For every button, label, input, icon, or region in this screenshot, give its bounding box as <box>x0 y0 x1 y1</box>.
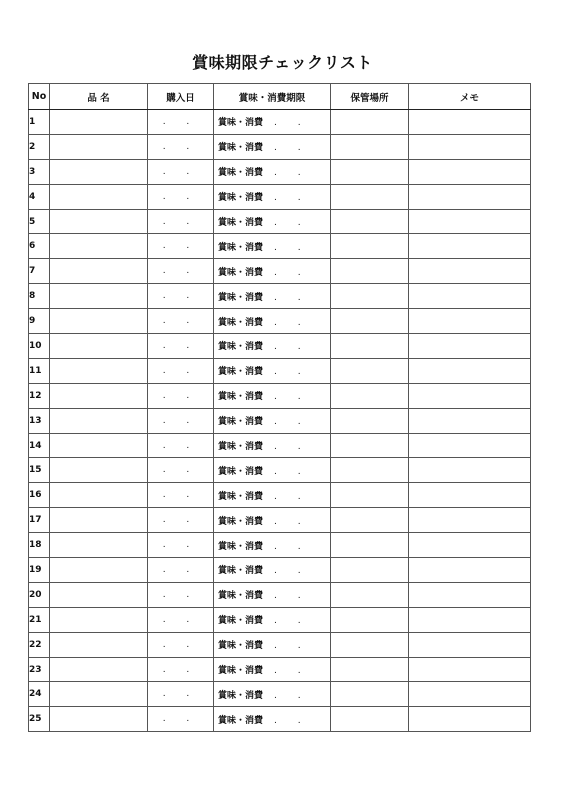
item-name-cell[interactable] <box>50 408 148 433</box>
purchase-date-cell[interactable]: . . <box>148 483 214 508</box>
item-name-cell[interactable] <box>50 284 148 309</box>
expiry-cell[interactable] <box>214 657 331 682</box>
storage-cell[interactable] <box>331 334 409 359</box>
expiry-cell[interactable] <box>214 209 331 234</box>
purchase-date-cell[interactable]: . . <box>148 682 214 707</box>
item-name-cell[interactable] <box>50 110 148 135</box>
item-name-cell[interactable] <box>50 334 148 359</box>
memo-cell[interactable] <box>409 184 531 209</box>
row-number: 18 <box>29 533 50 558</box>
table-row <box>29 159 531 184</box>
storage-cell[interactable] <box>331 408 409 433</box>
purchase-date-cell[interactable]: . . <box>148 508 214 533</box>
expiry-type-label: 賞味・消費 <box>218 591 264 602</box>
expiry-cell[interactable] <box>214 184 331 209</box>
expiry-cell[interactable] <box>214 110 331 135</box>
expiry-date-placeholder: . . <box>274 342 310 353</box>
purchase-date-cell[interactable]: . . <box>148 632 214 657</box>
table-row <box>29 582 531 607</box>
expiry-date-placeholder: . . <box>274 566 310 577</box>
expiry-type-label: 賞味・消費 <box>218 616 264 627</box>
expiry-type-label: 賞味・消費 <box>218 541 264 552</box>
table-row <box>29 209 531 234</box>
purchase-date-cell[interactable]: . . <box>148 334 214 359</box>
expiry-date-placeholder: . . <box>274 715 310 726</box>
memo-cell[interactable] <box>409 209 531 234</box>
expiry-cell[interactable] <box>214 607 331 632</box>
item-name-cell[interactable] <box>50 184 148 209</box>
expiry-type-label: 賞味・消費 <box>218 317 264 328</box>
table-row <box>29 533 531 558</box>
row-number: 15 <box>29 458 50 483</box>
expiry-date-placeholder: . . <box>274 292 310 303</box>
expiry-cell[interactable] <box>214 483 331 508</box>
storage-cell[interactable] <box>331 309 409 334</box>
storage-cell[interactable] <box>331 284 409 309</box>
column-header-no: No <box>29 84 50 110</box>
purchase-date-cell[interactable]: . . <box>148 383 214 408</box>
item-name-cell[interactable] <box>50 433 148 458</box>
expiry-date-placeholder: . . <box>274 267 310 278</box>
row-number: 16 <box>29 483 50 508</box>
table-row <box>29 558 531 583</box>
purchase-date-cell[interactable]: . . <box>148 209 214 234</box>
storage-cell[interactable] <box>331 433 409 458</box>
row-number: 25 <box>29 707 50 732</box>
table-row <box>29 383 531 408</box>
item-name-cell[interactable] <box>50 458 148 483</box>
expiry-cell[interactable] <box>214 433 331 458</box>
expiry-cell[interactable] <box>214 558 331 583</box>
expiry-type-label: 賞味・消費 <box>218 466 264 477</box>
memo-cell[interactable] <box>409 433 531 458</box>
row-number: 5 <box>29 209 50 234</box>
memo-cell[interactable] <box>409 234 531 259</box>
row-number: 10 <box>29 334 50 359</box>
expiry-date-placeholder: . . <box>274 193 310 204</box>
table-row <box>29 284 531 309</box>
memo-cell[interactable] <box>409 110 531 135</box>
page-title: 賞味期限チェックリスト <box>192 53 373 72</box>
expiry-cell[interactable] <box>214 259 331 284</box>
purchase-date-cell[interactable]: . . <box>148 309 214 334</box>
expiry-cell[interactable] <box>214 533 331 558</box>
memo-cell[interactable] <box>409 607 531 632</box>
table-row <box>29 458 531 483</box>
storage-cell[interactable] <box>331 383 409 408</box>
purchase-date-cell[interactable]: . . <box>148 533 214 558</box>
expiry-cell[interactable] <box>214 309 331 334</box>
expiry-date-placeholder: . . <box>274 516 310 527</box>
storage-cell[interactable] <box>331 134 409 159</box>
table-row <box>29 657 531 682</box>
expiry-type-label: 賞味・消費 <box>218 715 264 726</box>
item-name-cell[interactable] <box>50 134 148 159</box>
item-name-cell[interactable] <box>50 582 148 607</box>
storage-cell[interactable] <box>331 458 409 483</box>
storage-cell[interactable] <box>331 558 409 583</box>
row-number: 8 <box>29 284 50 309</box>
expiry-date-placeholder: . . <box>274 367 310 378</box>
expiry-cell[interactable] <box>214 408 331 433</box>
row-number: 14 <box>29 433 50 458</box>
column-header-expiry: 賞味・消費期限 <box>214 84 331 110</box>
expiry-date-placeholder: . . <box>274 218 310 228</box>
memo-cell[interactable] <box>409 334 531 359</box>
memo-cell[interactable] <box>409 533 531 558</box>
item-name-cell[interactable] <box>50 558 148 583</box>
expiry-cell[interactable] <box>214 358 331 383</box>
row-number: 3 <box>29 159 50 184</box>
row-number: 22 <box>29 632 50 657</box>
purchase-date-cell[interactable]: . . <box>148 159 214 184</box>
storage-cell[interactable] <box>331 159 409 184</box>
table-row <box>29 184 531 209</box>
expiry-date-placeholder: . . <box>274 417 310 428</box>
memo-cell[interactable] <box>409 358 531 383</box>
storage-cell[interactable] <box>331 209 409 234</box>
item-name-cell[interactable] <box>50 259 148 284</box>
expiry-date-placeholder: . . <box>274 641 310 652</box>
expiry-cell[interactable] <box>214 334 331 359</box>
row-number: 24 <box>29 682 50 707</box>
table-row <box>29 334 531 359</box>
storage-cell[interactable] <box>331 508 409 533</box>
row-number: 23 <box>29 657 50 682</box>
expiry-type-label: 賞味・消費 <box>218 392 264 403</box>
row-number: 12 <box>29 383 50 408</box>
expiry-cell[interactable] <box>214 134 331 159</box>
expiry-date-placeholder: . . <box>274 541 310 552</box>
row-number: 20 <box>29 582 50 607</box>
purchase-date-cell[interactable]: . . <box>148 558 214 583</box>
purchase-date-cell[interactable]: . . <box>148 408 214 433</box>
row-number: 19 <box>29 558 50 583</box>
memo-cell[interactable] <box>409 657 531 682</box>
memo-cell[interactable] <box>409 483 531 508</box>
item-name-cell[interactable] <box>50 632 148 657</box>
purchase-date-cell[interactable]: . . <box>148 582 214 607</box>
table-row <box>29 607 531 632</box>
table-body <box>29 110 531 732</box>
expiry-date-placeholder: . . <box>274 442 310 453</box>
purchase-date-cell[interactable]: . . <box>148 657 214 682</box>
item-name-cell[interactable] <box>50 533 148 558</box>
row-number: 9 <box>29 309 50 334</box>
item-name-cell[interactable] <box>50 508 148 533</box>
purchase-date-cell[interactable]: . . <box>148 110 214 135</box>
storage-cell[interactable] <box>331 259 409 284</box>
expiry-type-label: 賞味・消費 <box>218 417 264 428</box>
row-number: 6 <box>29 234 50 259</box>
header-row <box>29 84 531 110</box>
expiry-cell[interactable] <box>214 234 331 259</box>
item-name-cell[interactable] <box>50 358 148 383</box>
table-row <box>29 483 531 508</box>
expiry-type-label: 賞味・消費 <box>218 491 264 502</box>
expiry-date-placeholder: . . <box>274 143 310 154</box>
item-name-cell[interactable] <box>50 607 148 632</box>
storage-cell[interactable] <box>331 657 409 682</box>
storage-cell[interactable] <box>331 632 409 657</box>
memo-cell[interactable] <box>409 707 531 732</box>
item-name-cell[interactable] <box>50 309 148 334</box>
expiry-type-label: 賞味・消費 <box>218 516 264 527</box>
item-name-cell[interactable] <box>50 682 148 707</box>
purchase-date-cell[interactable]: . . <box>148 458 214 483</box>
table-row <box>29 408 531 433</box>
expiry-date-placeholder: . . <box>274 666 310 677</box>
column-header-memo: メモ <box>409 84 531 110</box>
memo-cell[interactable] <box>409 383 531 408</box>
table-row <box>29 358 531 383</box>
expiry-date-placeholder: . . <box>274 242 310 253</box>
storage-cell[interactable] <box>331 607 409 632</box>
table-row <box>29 508 531 533</box>
memo-cell[interactable] <box>409 309 531 334</box>
memo-cell[interactable] <box>409 134 531 159</box>
expiry-date-placeholder: . . <box>274 491 310 502</box>
column-header-purchase-date: 購入日 <box>148 84 214 110</box>
memo-cell[interactable] <box>409 259 531 284</box>
table-row <box>29 433 531 458</box>
expiry-cell[interactable] <box>214 682 331 707</box>
expiry-type-label: 賞味・消費 <box>218 566 264 577</box>
row-number: 4 <box>29 184 50 209</box>
expiry-date-placeholder: . . <box>274 118 310 129</box>
expiry-type-label: 賞味・消費 <box>218 143 264 154</box>
row-number: 11 <box>29 358 50 383</box>
storage-cell[interactable] <box>331 110 409 135</box>
table-row <box>29 632 531 657</box>
row-number: 2 <box>29 134 50 159</box>
memo-cell[interactable] <box>409 508 531 533</box>
item-name-cell[interactable] <box>50 383 148 408</box>
expiry-type-label: 賞味・消費 <box>218 690 264 701</box>
purchase-date-cell[interactable]: . . <box>148 284 214 309</box>
storage-cell[interactable] <box>331 358 409 383</box>
table-row <box>29 110 531 135</box>
expiry-type-label: 賞味・消費 <box>218 292 264 303</box>
expiry-date-placeholder: . . <box>274 690 310 701</box>
expiry-type-label: 賞味・消費 <box>218 267 264 278</box>
storage-cell[interactable] <box>331 533 409 558</box>
storage-cell[interactable] <box>331 707 409 732</box>
purchase-date-cell[interactable]: . . <box>148 607 214 632</box>
column-header-name: 品 名 <box>50 84 148 110</box>
expiry-type-label: 賞味・消費 <box>218 118 264 129</box>
purchase-date-cell[interactable]: . . <box>148 184 214 209</box>
storage-cell[interactable] <box>331 582 409 607</box>
memo-cell[interactable] <box>409 284 531 309</box>
checklist-table <box>28 83 531 732</box>
expiry-type-label: 賞味・消費 <box>218 193 264 204</box>
memo-cell[interactable] <box>409 682 531 707</box>
expiry-cell[interactable] <box>214 707 331 732</box>
memo-cell[interactable] <box>409 582 531 607</box>
expiry-date-placeholder: . . <box>274 466 310 477</box>
row-number: 21 <box>29 607 50 632</box>
table-row <box>29 309 531 334</box>
purchase-date-cell[interactable]: . . <box>148 433 214 458</box>
expiry-type-label: 賞味・消費 <box>218 641 264 652</box>
expiry-cell[interactable] <box>214 159 331 184</box>
expiry-type-label: 賞味・消費 <box>218 242 264 253</box>
expiry-type-label: 賞味・消費 <box>218 218 264 228</box>
row-number: 17 <box>29 508 50 533</box>
memo-cell[interactable] <box>409 159 531 184</box>
memo-cell[interactable] <box>409 558 531 583</box>
storage-cell[interactable] <box>331 483 409 508</box>
purchase-date-cell[interactable]: . . <box>148 234 214 259</box>
item-name-cell[interactable] <box>50 234 148 259</box>
purchase-date-cell[interactable]: . . <box>148 259 214 284</box>
storage-cell[interactable] <box>331 184 409 209</box>
expiry-date-placeholder: . . <box>274 168 310 179</box>
storage-cell[interactable] <box>331 682 409 707</box>
expiry-date-placeholder: . . <box>274 616 310 627</box>
expiry-type-label: 賞味・消費 <box>218 666 264 677</box>
table-row <box>29 682 531 707</box>
table-row <box>29 134 531 159</box>
item-name-cell[interactable] <box>50 209 148 234</box>
item-name-cell[interactable] <box>50 483 148 508</box>
expiry-type-label: 賞味・消費 <box>218 342 264 353</box>
expiry-date-placeholder: . . <box>274 392 310 403</box>
expiry-type-label: 賞味・消費 <box>218 367 264 378</box>
memo-cell[interactable] <box>409 632 531 657</box>
table-row <box>29 259 531 284</box>
expiry-date-placeholder: . . <box>274 317 310 328</box>
item-name-cell[interactable] <box>50 159 148 184</box>
row-number: 1 <box>29 110 50 135</box>
purchase-date-cell[interactable]: . . <box>148 358 214 383</box>
expiry-cell[interactable] <box>214 508 331 533</box>
expiry-cell[interactable] <box>214 383 331 408</box>
memo-cell[interactable] <box>409 408 531 433</box>
expiry-cell[interactable] <box>214 632 331 657</box>
storage-cell[interactable] <box>331 234 409 259</box>
row-number: 7 <box>29 259 50 284</box>
column-header-storage: 保管場所 <box>331 84 409 110</box>
table-row <box>29 234 531 259</box>
table-row <box>29 707 531 732</box>
expiry-cell[interactable] <box>214 582 331 607</box>
memo-cell[interactable] <box>409 458 531 483</box>
purchase-date-cell[interactable]: . . <box>148 134 214 159</box>
row-number: 13 <box>29 408 50 433</box>
expiry-date-placeholder: . . <box>274 591 310 602</box>
purchase-date-cell[interactable]: . . <box>148 707 214 732</box>
expiry-type-label: 賞味・消費 <box>218 168 264 179</box>
item-name-cell[interactable] <box>50 657 148 682</box>
item-name-cell[interactable] <box>50 707 148 732</box>
expiry-type-label: 賞味・消費 <box>218 442 264 453</box>
expiry-cell[interactable] <box>214 284 331 309</box>
expiry-cell[interactable] <box>214 458 331 483</box>
